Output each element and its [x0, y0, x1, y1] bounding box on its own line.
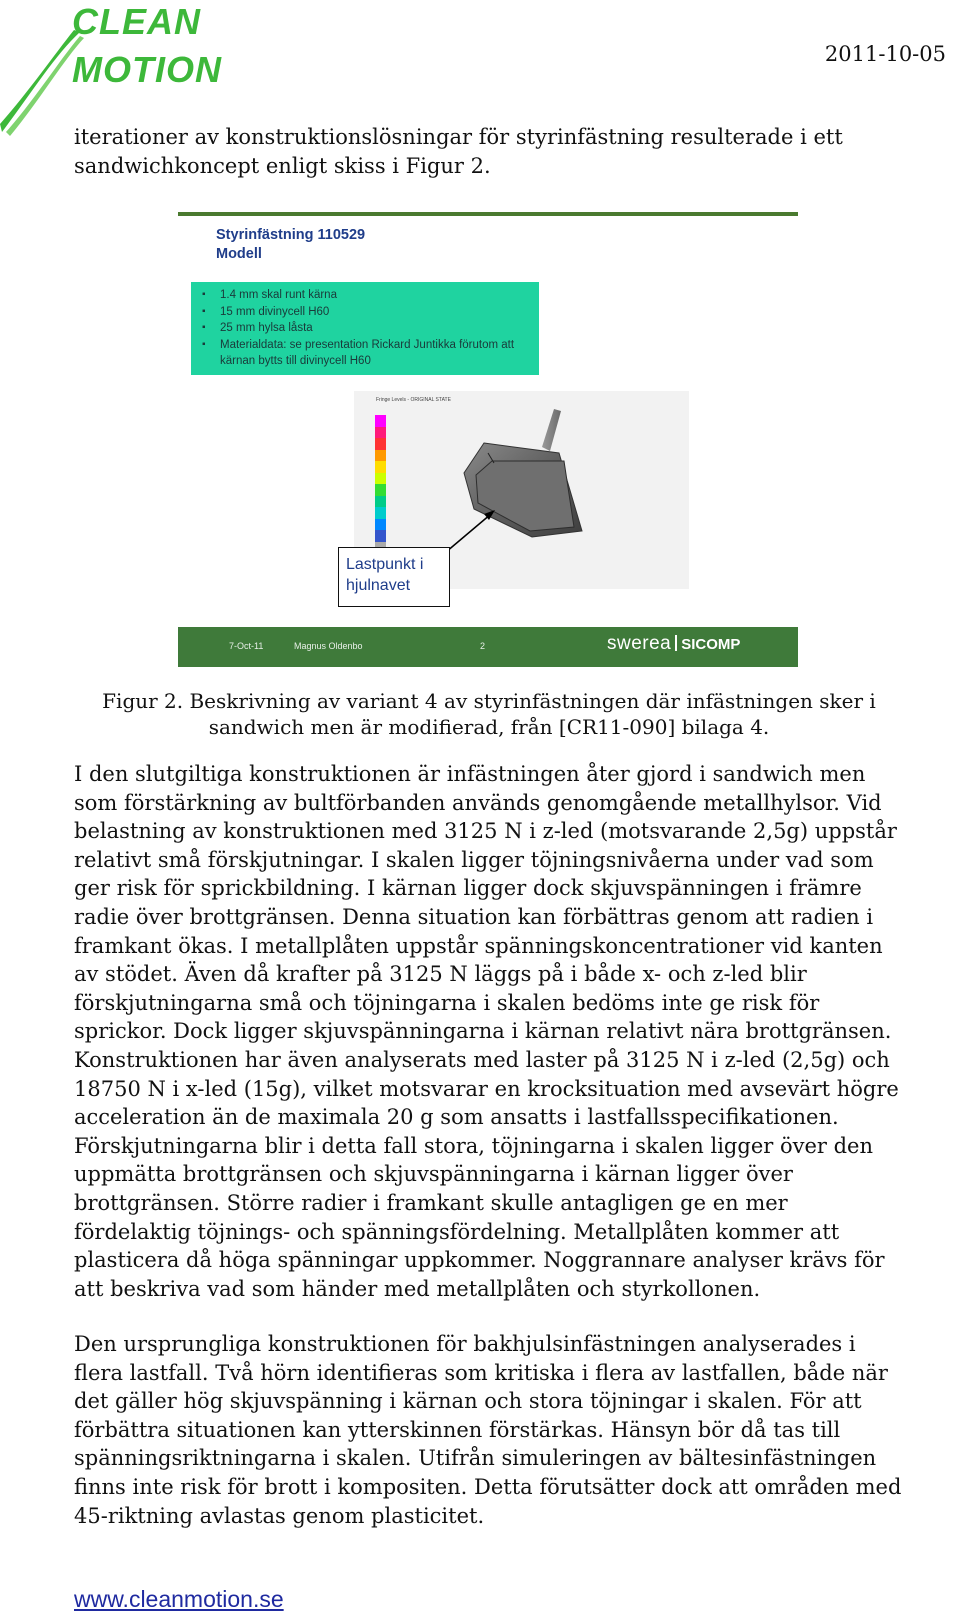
slide-bullet: ▪ 15 mm divinycell H60 [191, 304, 539, 321]
slide-title-line2: Modell [216, 246, 262, 262]
slide-bullet: ▪ 25 mm hylsa låsta [191, 320, 539, 337]
document-date: 2011-10-05 [824, 42, 946, 66]
slide-bullet: ▪ 1.4 mm skal runt kärna [191, 287, 539, 304]
sicomp-logo-text: SICOMP [681, 636, 741, 653]
logo-separator [675, 635, 677, 651]
figure-slide [178, 212, 798, 668]
slide-footer-author: Magnus Oldenbo [294, 641, 363, 651]
load-point-label-line1: Lastpunkt i [346, 556, 424, 573]
load-point-arrow-icon [178, 212, 798, 668]
website-link[interactable]: www.cleanmotion.se [74, 1586, 284, 1612]
slide-footer-date: 7-Oct-11 [229, 641, 264, 651]
swerea-sicomp-logo [607, 633, 740, 655]
slide-footer [178, 627, 798, 667]
company-logo [0, 0, 240, 140]
load-point-label [338, 547, 450, 607]
rear-mount-paragraph: Den ursprungliga konstruktionen för bakhjulsinfästningen analyserades i flera lastfall. Två hörn identifieras som kritiska i flera av lastfallen, både när det gäller hög skjuvspänning i kärnan och stora töjningar i skalen. För att förbättra situationen kan ytterskinnen förstärkas. Hänsyn bör då tas till spänningsriktningarna i skalen. Utifrån simuleringen av bältesinfästningen finns inte risk för brott i kompositen. Detta förutsätter dock att områden med 45-riktning avlastas genom plasticitet. [74, 1332, 902, 1528]
slide-bullet: ▪ Materialdata: se presentation Rickard Juntikka förutom att kärnan bytts till divinycell H60 [191, 337, 539, 370]
intro-paragraph: iterationer av konstruktionslösningar för styrinfästning resulterade i ett sandwichkoncept enligt skiss i Figur 2. [74, 125, 843, 178]
slide-footer-page: 2 [480, 641, 486, 651]
swerea-logo-text: swerea [607, 633, 672, 654]
logo-text-clean: CLEAN [72, 1, 201, 42]
logo-text-motion: MOTION [72, 49, 222, 90]
main-paragraph: I den slutgiltiga konstruktionen är infästningen åter gjord i sandwich men som förstärkning av bultförbanden används genomgående metallhylsor. Vid belastning av konstruktionen med 3125 N i z-led (motsvarande 2,5g) uppstår relativt små förskjutningar. I skalen ligger töjningsnivåerna under vad som ger risk för sprickbildning. I kärnan ligger dock skjuvspänningen i främre radie över brottgränsen. Denna situation kan förbättras genom att radien i framkant ökas. I metallplåten uppstår spänningskoncentrationer vid kanten av stödet. Även då krafter på 3125 N läggs på i både x- och z-led blir förskjutningarna små och töjningarna i skalen bedöms inte ge risk för sprickor. Dock ligger skjuvspänningarna i kärnan relativt nära brottgränsen. Konstruktionen har även analyserats med laster på 3125 N i z-led (2,5g) och 18750 N i x-led (15g), vilket motsvarar en krocksituation med avsevärt högre acceleration än de maximala 20 g som ansatts i lastfallsspecifikationen. Förskjutningarna blir i detta fall stora, töjningarna i skalen ligger över den uppmätta brottgränsen och skjuvspänningarna i kärnan ligger över brottgränsen. Större radier i framkant skulle antagligen ge en mer fördelaktig töjnings- och spänningsfördelning. Metallplåten kommer att plasticera då höga spänningar uppkommer. Noggrannare analyser krävs för att beskriva vad som händer med metallplåten och styrkollonen. [74, 762, 899, 1301]
fea-header-label: Fringe Levels - ORIGINAL STATE [376, 397, 451, 403]
figure-caption: Figur 2. Beskrivning av variant 4 av styrinfästningen där infästningen sker i sandwich men är modifierad, från [CR11-090] bilaga 4. [102, 689, 876, 739]
slide-title-line1: Styrinfästning 110529 [216, 227, 366, 243]
load-point-label-line2: hjulnavet [346, 577, 411, 594]
